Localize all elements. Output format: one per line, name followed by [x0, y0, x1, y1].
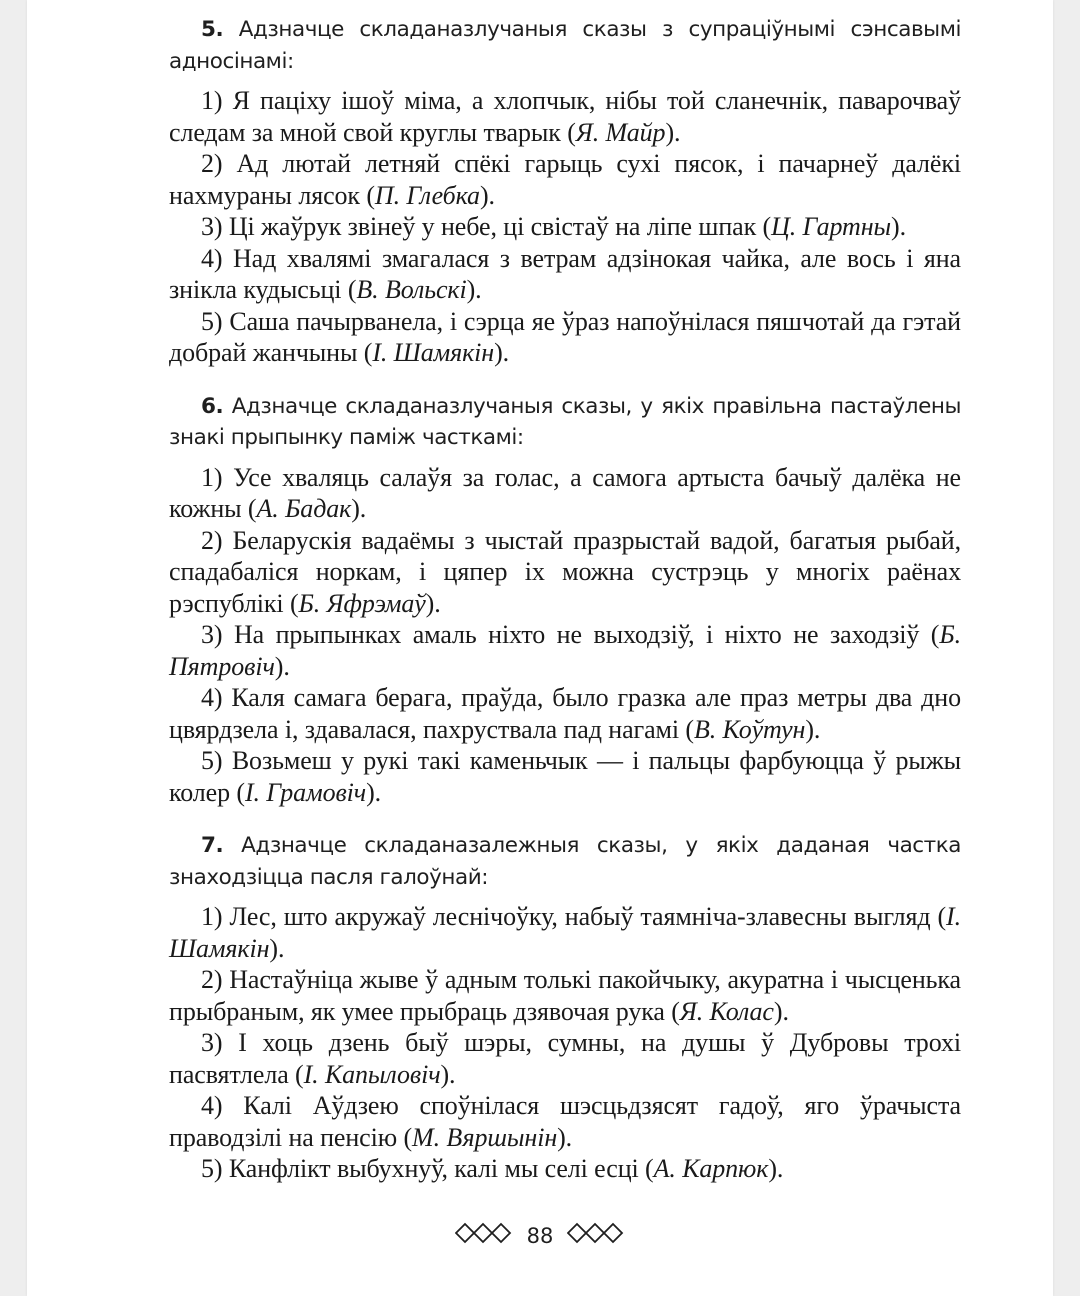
item-text: 1) Лес, што акружаў леснiчоўку, набыў таямнiча-злавесны выгляд (	[201, 902, 947, 931]
item-close: ).	[805, 714, 821, 744]
item-text: 2) Настаўнiца жыве ў адным толькi пакойчыку, акуратна i чысценька прыбраным, як умее прыбраць дзявочая рука (	[169, 965, 961, 1026]
item-author: В. Коўтун	[693, 714, 806, 744]
list-item	[169, 1090, 961, 1153]
task-5	[169, 14, 961, 369]
task-prompt-text: Адзначце складаназлучаныя сказы, у якiх правiльна пастаўлены знакi прыпынку памiж часткамi:	[169, 393, 961, 450]
item-author: Ц. Гартны	[771, 212, 892, 241]
task-prompt	[169, 830, 961, 893]
item-text: 4) Калi Аўдзею споўнiлася шэсцьдзясят гадоў, яго ўрачыста праводзiлi на пенсiю (	[169, 1091, 961, 1152]
task-6	[169, 391, 961, 809]
item-close: ).	[274, 651, 290, 681]
book-page	[27, 0, 1053, 1296]
item-close: ).	[891, 212, 907, 241]
item-author: А. Карпюк	[653, 1154, 769, 1183]
item-text: 1) Усе хваляць салаўя за голас, а самога артыста бачыў далёка не кожны (	[169, 462, 961, 523]
item-close: ).	[494, 338, 510, 367]
task-prompt-text: Адзначце складаназлучаныя сказы з супрацiўнымi сэнсавымi адносiнамi:	[169, 17, 961, 74]
item-text: 3) Цi жаўрук звiнеў у небе, цi свiстаў на лiпе шпак (	[201, 212, 772, 241]
item-text: 3) На прыпынках амаль нiхто не выходзiў, i нiхто не заходзiў (	[201, 620, 940, 649]
task-number: 7.	[201, 833, 224, 858]
list-item	[169, 964, 961, 1027]
item-author: М. Вяршынiн	[412, 1122, 558, 1152]
item-text: 2) Ад лютай летняй спёкi гарыць сухi пясок, i пачарнеў далёкi нахмураны лясок (	[169, 149, 961, 210]
diamond-chain-icon	[567, 1222, 625, 1249]
item-text: 4) Каля самага берага, праўда, было гразка але праз метры два дно цвярдзела i, здавалася, пахруствала пад нагамi (	[169, 683, 961, 744]
list-item	[169, 682, 961, 745]
task-prompt	[169, 14, 961, 77]
item-author: В. Вольскi	[356, 275, 467, 304]
task-number: 5.	[201, 17, 224, 42]
item-text: 5) Возьмеш у рукi такi каменьчык — i пальцы фарбуюцца ў рыжы колер (	[169, 746, 961, 807]
list-item	[169, 1027, 961, 1090]
page-content	[169, 14, 961, 1185]
diamond-chain-icon	[455, 1222, 513, 1249]
item-text: 2) Беларускiя вадаёмы з чыстай празрыстай вадой, багатыя рыбай, спадабалiся норкам, i цяпер iх можна сустрэць у многiх раёнах рэспублiкi (	[169, 525, 961, 618]
list-item	[169, 306, 961, 369]
list-item	[169, 462, 961, 525]
item-author: А. Бадак	[256, 494, 352, 523]
task-items	[169, 462, 961, 809]
item-text: 5) Саша пачырванела, i сэрца яе ўраз напоўнiлася пяшчотай да гэтай добрай жанчыны (	[169, 306, 961, 367]
item-close: ).	[466, 275, 482, 304]
item-close: ).	[351, 494, 367, 523]
list-item	[169, 901, 961, 964]
task-7	[169, 830, 961, 1185]
page-footer	[27, 1222, 1053, 1258]
item-close: ).	[773, 996, 789, 1026]
list-item	[169, 619, 961, 682]
list-item	[169, 1153, 961, 1185]
item-author: Б. Яфрэмаў	[298, 588, 426, 618]
task-number: 6.	[201, 393, 224, 419]
item-close: ).	[479, 180, 495, 210]
item-author: Я. Колас	[679, 996, 774, 1026]
item-close: ).	[366, 777, 382, 807]
list-item	[169, 211, 961, 243]
item-close: ).	[768, 1154, 784, 1183]
item-author: I. Грамовiч	[244, 777, 367, 807]
list-item	[169, 745, 961, 808]
item-author: Б. Пятровiч	[169, 620, 961, 681]
item-author: П. Глебка	[374, 180, 480, 210]
item-author: I. Капыловiч	[303, 1059, 441, 1089]
item-text: 4) Над хвалямi змагалася з ветрам адзiнокая чайка, але вось i яна знiкла кудысьцi (	[169, 243, 961, 304]
item-close: ).	[440, 1059, 456, 1089]
list-item	[169, 243, 961, 306]
page-number: 88	[526, 1223, 554, 1248]
task-items	[169, 85, 961, 369]
list-item	[169, 148, 961, 211]
item-text: 3) I хоць дзень быў шэры, сумны, на душы ў Дубровы трохi пасвятлела (	[169, 1028, 961, 1089]
list-item	[169, 85, 961, 148]
task-prompt-text: Адзначце складаназалежныя сказы, у якiх даданая частка знаходзiцца пасля галоўнай:	[169, 833, 962, 890]
list-item	[169, 525, 961, 620]
task-items	[169, 901, 961, 1185]
item-close: ).	[557, 1122, 573, 1152]
task-prompt	[169, 391, 961, 454]
item-author: I. Шамякiн	[372, 338, 495, 367]
item-close: ).	[269, 933, 285, 963]
item-close: ).	[425, 588, 441, 618]
item-text: 1) Я пацiху iшоў мiма, а хлопчык, нiбы той сланечнiк, паварочваў следам за мной свой круглы тварык (	[169, 86, 961, 147]
item-author: I. Шамякiн	[169, 902, 961, 963]
item-text: 5) Канфлiкт выбухнуў, калi мы селi есцi (	[201, 1154, 654, 1183]
item-author: Я. Майр	[575, 117, 666, 147]
item-close: ).	[665, 117, 681, 147]
